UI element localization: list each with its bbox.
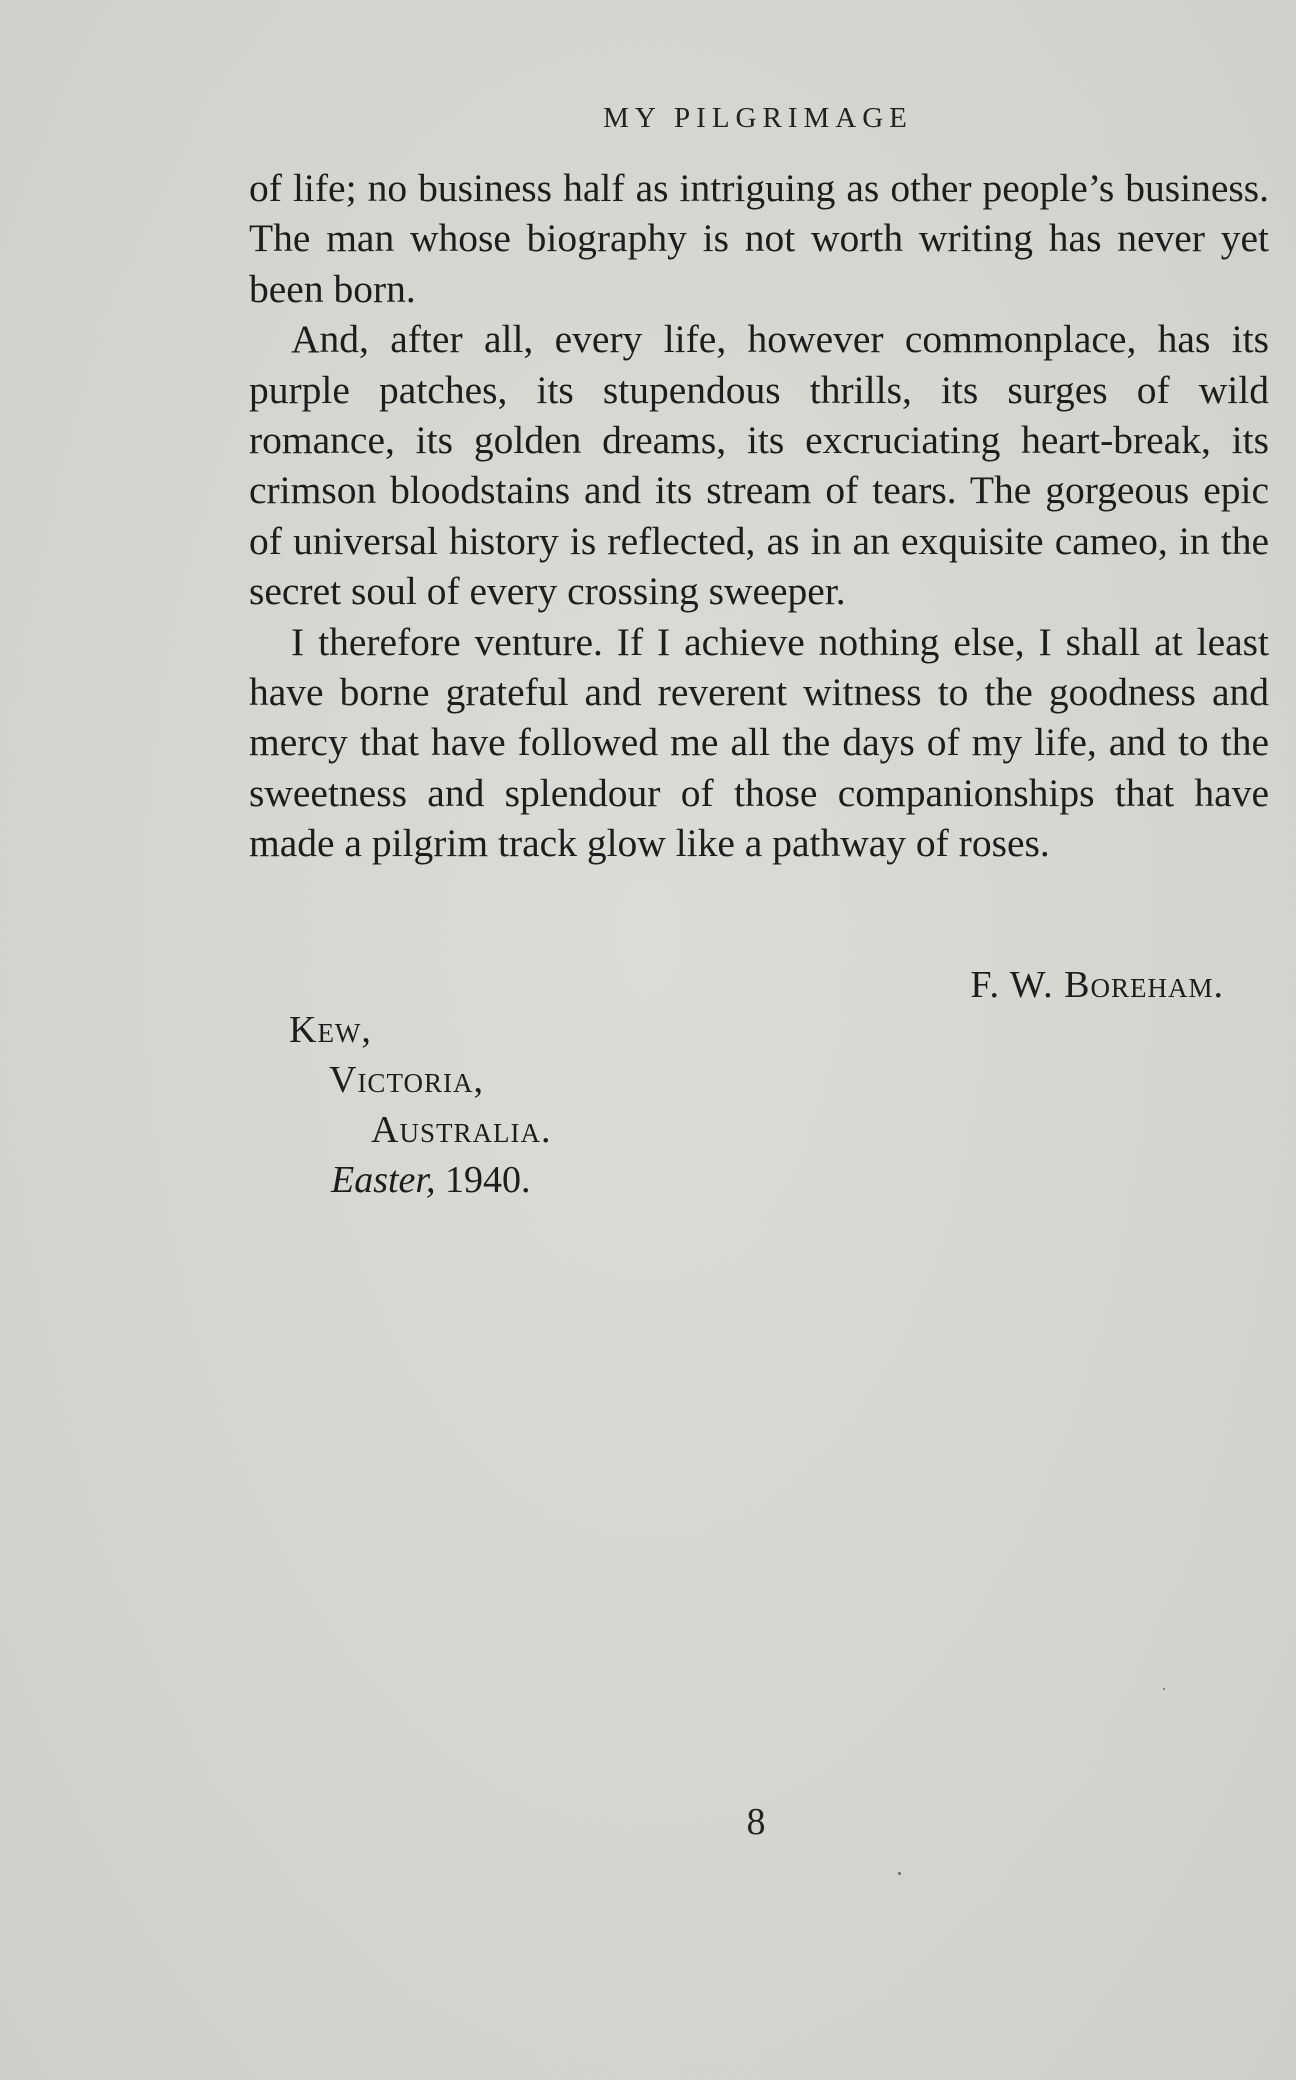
dateline-year: 1940.	[435, 1159, 531, 1201]
dateline-season: Easter,	[331, 1159, 436, 1201]
body-text	[249, 163, 1269, 869]
address-line-australia: Australia.	[371, 1109, 552, 1151]
paragraph-1: of life; no business half as intriguing as other people’s business. The man whose biography is not worth writing has never yet been born.	[249, 166, 1269, 311]
author-signature: F. W. Boreham.	[970, 964, 1224, 1006]
dateline	[331, 1158, 531, 1202]
paper-speck	[1163, 1688, 1165, 1690]
address-line-victoria: Victoria,	[329, 1059, 484, 1101]
address-line-kew: Kew,	[289, 1009, 372, 1051]
paragraph-3: I therefore venture. If I achieve nothing else, I shall at least have borne grateful and reverent witness to the goodness and mercy that have followed me all the days of my life, and to the sweetness and splendour of those companionships that have made a pilgrim track glow like a pathway of roses.	[249, 619, 1269, 866]
page-number: 8	[746, 1801, 766, 1843]
running-head: MY PILGRIMAGE	[603, 102, 913, 134]
paragraph-2: And, after all, every life, however commonplace, has its purple patches, its stupendous thrills, its surges of wild romance, its golden dreams, its excruciating heart-break, its crimson bloodstains and its stream of tears. The gorgeous epic of universal history is reflected, as in an exquisite cameo, in the secret soul of every crossing sweeper.	[249, 317, 1269, 614]
paper-speck	[898, 1872, 901, 1875]
